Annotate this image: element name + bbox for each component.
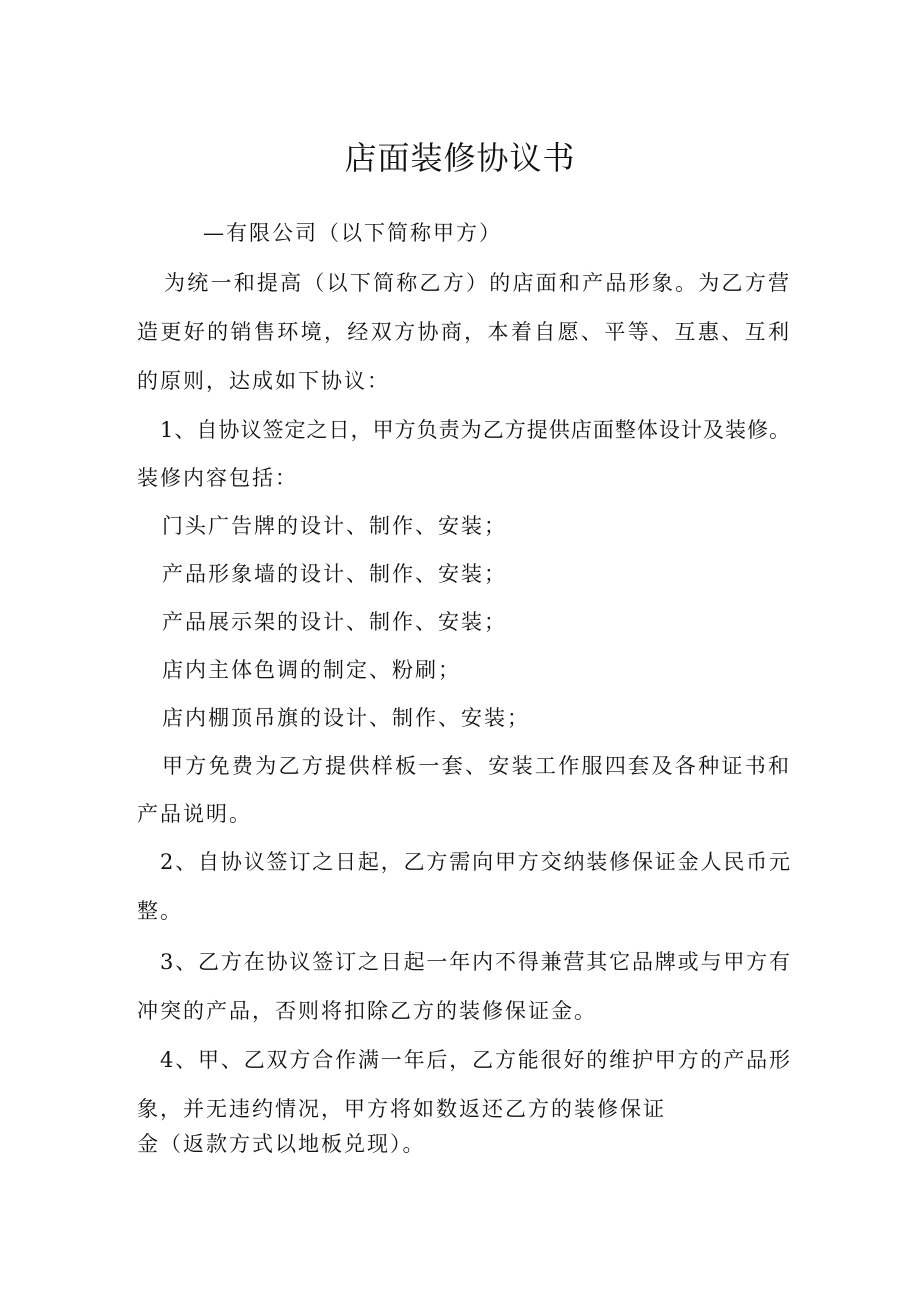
clause-3-line-2: 冲突的产品，否则将扣除乙方的装修保证金。 — [137, 999, 597, 1023]
list-item: 店内棚顶吊旗的设计、制作、安装； — [162, 706, 530, 730]
clause-4-line-2: 象，并无违约情况，甲方将如数返还乙方的装修保证 — [137, 1097, 666, 1121]
clause-3-line-1: 3、乙方在协议签订之日起一年内不得兼营其它品牌或与甲方有 — [160, 950, 790, 974]
list-item: 店内主体色调的制定、粉刷； — [162, 658, 461, 682]
list-item: 产品形象墙的设计、制作、安装； — [162, 562, 507, 586]
paragraph-intro-line-1: 为统一和提高（以下简称乙方）的店面和产品形象。为乙方营 — [164, 271, 789, 295]
list-item: 产品展示架的设计、制作、安装； — [162, 610, 507, 634]
clause-1-line-1: 1、自协议签定之日，甲方负责为乙方提供店面整体设计及装修。 — [160, 418, 790, 442]
clause-4-line-1: 4、甲、乙双方合作满一年后，乙方能很好的维护甲方的产品形 — [160, 1048, 790, 1072]
list-item: 门头广告牌的设计、制作、安装； — [162, 514, 507, 538]
party-a-line: —有限公司（以下简称甲方） — [203, 221, 502, 245]
clause-2-line-1: 2、自协议签订之日起，乙方需向甲方交纳装修保证金人民币元 — [160, 850, 790, 874]
clause-2-line-2: 整。 — [137, 899, 183, 923]
paragraph-intro-line-3: 的原则，达成如下协议： — [137, 369, 390, 393]
free-items-line-1: 甲方免费为乙方提供样板一套、安装工作服四套及各种证书和 — [162, 754, 789, 778]
paragraph-intro-line-2: 造更好的销售环境，经双方协商，本着自愿、平等、互惠、互利 — [137, 320, 789, 344]
clause-1-line-2: 装修内容包括： — [137, 466, 298, 490]
free-items-line-2: 产品说明。 — [137, 802, 252, 826]
document-title: 店面装修协议书 — [344, 139, 576, 177]
clause-4-line-3: 金（返款方式以地板兑现）。 — [137, 1132, 426, 1156]
